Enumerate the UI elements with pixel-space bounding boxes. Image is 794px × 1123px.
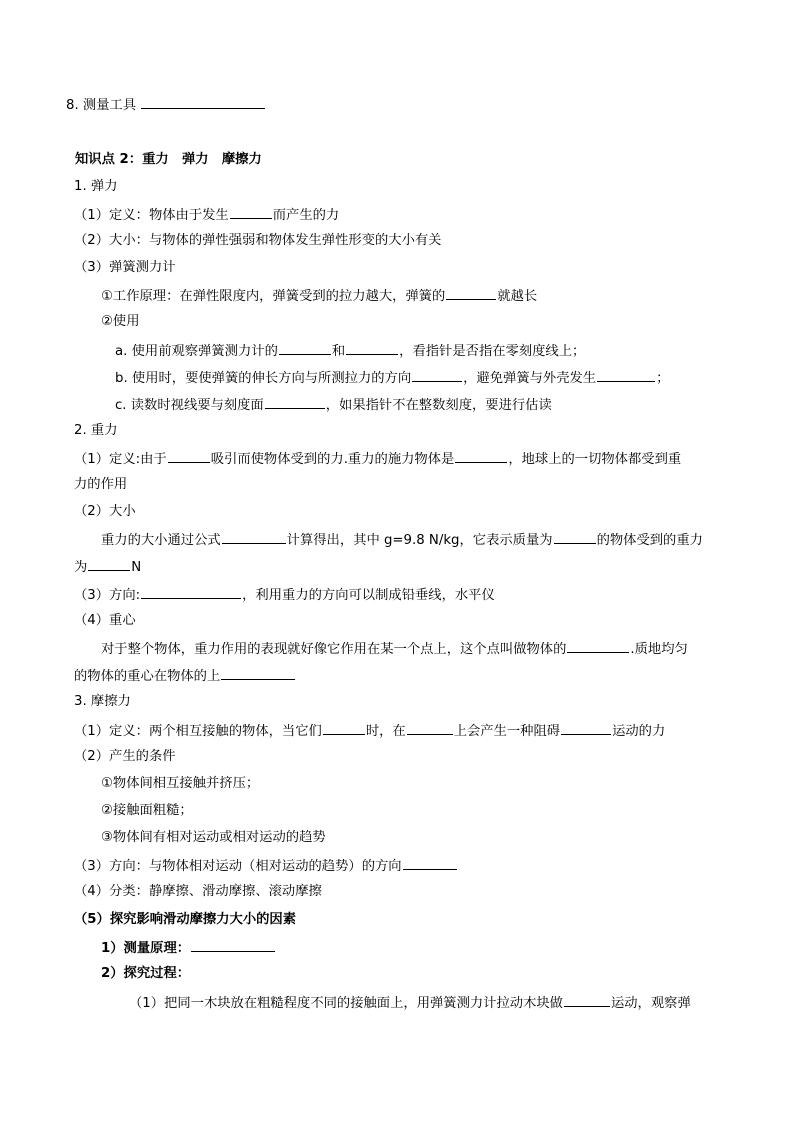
line-text: 知识点 2：重力 弹力 摩擦力 (75, 152, 262, 167)
spring-scale-usage-heading (101, 313, 140, 331)
line-text: 8. 测量工具 (66, 98, 141, 113)
line-text: 为 (74, 560, 88, 575)
line-text: （1）定义：两个相互接触的物体，当它们 (74, 724, 322, 739)
answer-blank[interactable] (221, 666, 295, 680)
answer-blank[interactable] (323, 721, 365, 735)
elastic-definition (74, 205, 339, 225)
line-text: 就越长 (497, 289, 538, 304)
subheading-elastic-force (74, 178, 118, 196)
line-text: ①物体间相互接触并挤压； (101, 776, 260, 791)
line-text: 的物体的重心在物体的上 (74, 669, 221, 684)
line-text: 2. 重力 (74, 423, 118, 438)
line-text: 1. 弹力 (74, 179, 118, 194)
line-text: 运动的力 (612, 724, 666, 739)
measurement-principle (101, 938, 276, 958)
line-text: 3. 摩擦力 (74, 694, 131, 709)
line-text: ③物体间有相对运动或相对运动的趋势 (101, 830, 326, 845)
condition-1 (101, 775, 259, 793)
gravity-definition (74, 449, 681, 469)
answer-blank[interactable] (412, 368, 462, 382)
line-text: ②接触面粗糙； (101, 803, 193, 818)
line-text: （1）定义：物体由于发生 (74, 208, 229, 223)
answer-blank[interactable] (455, 449, 507, 463)
answer-blank[interactable] (230, 205, 272, 219)
gravity-formula-cont (74, 557, 141, 577)
center-of-gravity-text-cont (74, 666, 296, 686)
line-text: N (131, 560, 142, 575)
line-text: ①工作原理：在弹性限度内，弹簧受到的拉力越大，弹簧的 (101, 289, 446, 304)
center-of-gravity-heading (74, 612, 136, 630)
section-heading (75, 151, 262, 169)
answer-blank[interactable] (88, 557, 130, 571)
elastic-magnitude (74, 232, 441, 250)
line-text: 和 (331, 344, 346, 359)
answer-blank[interactable] (561, 721, 611, 735)
condition-2 (101, 802, 193, 820)
line-text: （1）把同一木块放在粗糙程度不同的接触面上，用弹簧测力计拉动木块做 (129, 996, 563, 1011)
line-text: 1）测量原理： (101, 941, 191, 956)
friction-definition (74, 721, 665, 741)
line-text: （3）方向: (74, 588, 141, 603)
friction-conditions-heading (74, 748, 176, 766)
line-text: （3）弹簧测力计 (74, 260, 176, 275)
subheading-gravity (74, 422, 118, 440)
line-text: （4）重心 (74, 613, 136, 628)
line-text: 时，在 (365, 724, 406, 739)
condition-3 (101, 829, 326, 847)
item-8-measuring-tool (66, 95, 266, 115)
line-text: 2）探究过程： (101, 966, 191, 981)
answer-blank[interactable] (597, 368, 655, 382)
line-text: ②使用 (101, 314, 140, 329)
usage-a (115, 341, 585, 361)
line-text: 吸引而使物体受到的力.重力的施力物体是 (210, 452, 455, 467)
gravity-direction (74, 585, 495, 605)
center-of-gravity-text (101, 639, 688, 659)
line-text: ，地球上的一切物体都受到重 (508, 452, 682, 467)
line-text: a. 使用前观察弹簧测力计的 (115, 344, 278, 359)
line-text: 计算得出，其中 g=9.8 N/kg，它表示质量为 (286, 533, 553, 548)
gravity-magnitude-heading (74, 503, 136, 521)
line-text: ，利用重力的方向可以制成铅垂线，水平仪 (242, 588, 495, 603)
line-text: c. 读数时视线要与刻度面 (115, 398, 264, 413)
line-text: （5）探究影响滑动摩擦力大小的因素 (74, 912, 297, 927)
line-text: 而产生的力 (272, 208, 340, 223)
spring-scale-principle (101, 286, 537, 306)
answer-blank[interactable] (279, 341, 331, 355)
line-text: .质地均匀 (630, 642, 688, 657)
line-text: （2）大小 (74, 504, 136, 519)
line-text: b. 使用时，要使弹簧的伸长方向与所测拉力的方向 (115, 371, 412, 386)
line-text: 的物体受到的重力 (596, 533, 703, 548)
answer-blank[interactable] (564, 993, 610, 1007)
line-text: ，如果指针不在整数刻度，要进行估读 (325, 398, 552, 413)
gravity-formula (101, 530, 703, 550)
line-text: （2）大小：与物体的弹性强弱和物体发生弹性形变的大小有关 (74, 233, 442, 248)
answer-blank[interactable] (446, 286, 496, 300)
answer-blank[interactable] (403, 856, 457, 870)
experiment-step-1 (129, 993, 691, 1013)
line-text: 运动，观察弹 (610, 996, 691, 1011)
answer-blank[interactable] (554, 530, 596, 544)
experiment-process-heading (101, 965, 190, 983)
answer-blank[interactable] (407, 721, 453, 735)
friction-experiment-heading (74, 911, 296, 929)
answer-blank[interactable] (567, 639, 629, 653)
friction-direction (74, 856, 458, 876)
usage-c (115, 395, 552, 415)
line-text: 上会产生一种阻碍 (453, 724, 561, 739)
answer-blank[interactable] (346, 341, 398, 355)
spring-scale-heading (74, 259, 176, 277)
line-text: ，避免弹簧与外壳发生 (463, 371, 597, 386)
answer-blank[interactable] (168, 449, 210, 463)
line-text: （3）方向：与物体相对运动（相对运动的趋势）的方向 (74, 859, 402, 874)
line-text: 力的作用 (74, 477, 128, 492)
subheading-friction (74, 693, 131, 711)
line-text: （4）分类：静摩擦、滑动摩擦、滚动摩擦 (74, 884, 322, 899)
line-text: 对于整个物体，重力作用的表现就好像它作用在某一个点上，这个点叫做物体的 (101, 642, 567, 657)
usage-b (115, 368, 669, 388)
answer-blank[interactable] (141, 585, 241, 599)
line-text: 重力的大小通过公式 (101, 533, 221, 548)
answer-blank[interactable] (222, 530, 286, 544)
answer-blank[interactable] (191, 938, 275, 952)
answer-blank[interactable] (141, 95, 265, 109)
gravity-definition-cont (74, 476, 127, 494)
line-text: ； (656, 371, 670, 386)
line-text: ，看指针是否指在零刻度线上； (399, 344, 586, 359)
line-text: （1）定义:由于 (74, 452, 167, 467)
answer-blank[interactable] (265, 395, 325, 409)
line-text: （2）产生的条件 (74, 749, 176, 764)
friction-classification (74, 883, 322, 901)
